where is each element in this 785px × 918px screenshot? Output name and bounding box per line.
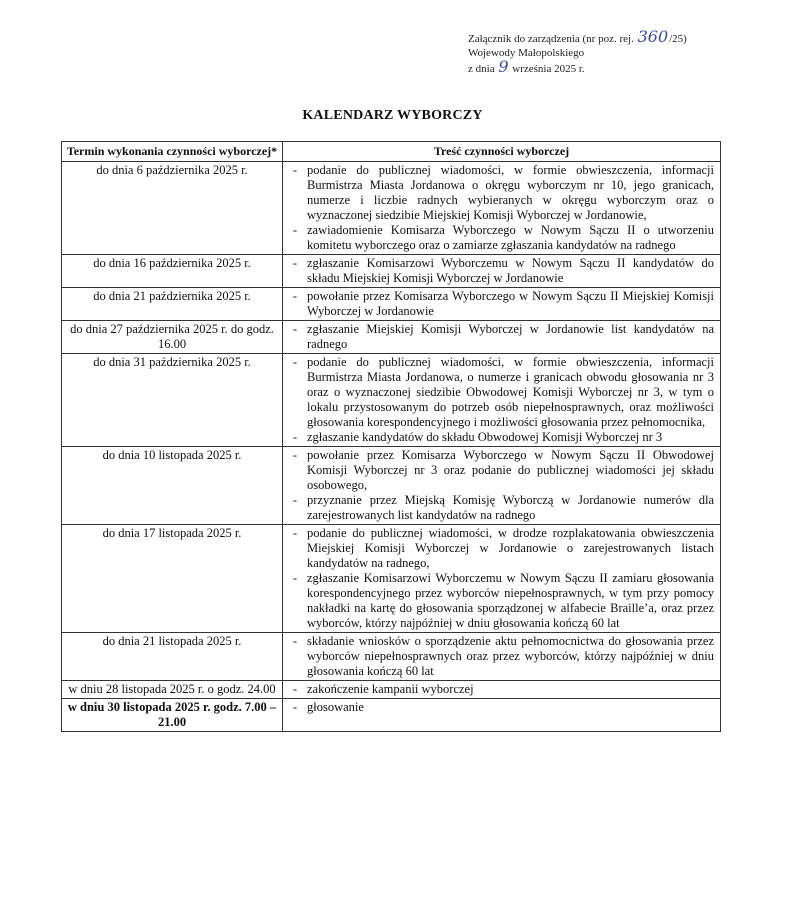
activity-text: zgłaszanie Komisarzowi Wyborczemu w Nowym Sączu II kandydatów do składu Miejskiej Komisji Wyborczej w Jordanowie <box>307 256 714 285</box>
table-header-row <box>62 142 721 162</box>
header-line-3-prefix: z dnia <box>468 63 495 75</box>
activity-cell <box>283 321 721 354</box>
header-line-2: Wojewody Małopolskiego <box>468 47 585 59</box>
list-dash: - <box>292 526 298 540</box>
activity-item <box>283 223 714 253</box>
deadline-cell: do dnia 10 listopada 2025 r. <box>62 447 283 525</box>
list-dash: - <box>292 430 298 444</box>
activity-item <box>283 700 714 715</box>
activity-cell <box>283 354 721 447</box>
table-body <box>62 162 721 732</box>
activity-text: przyznanie przez Miejską Komisję Wyborczą w Jordanowie numerów dla zarejestrowanych list kandydatów na radnego <box>307 493 714 522</box>
activity-cell <box>283 288 721 321</box>
activity-item <box>283 289 714 319</box>
activity-text: zakończenie kampanii wyborczej <box>307 682 474 696</box>
deadline-cell: do dnia 16 października 2025 r. <box>62 255 283 288</box>
deadline-cell: do dnia 21 listopada 2025 r. <box>62 633 283 681</box>
list-dash: - <box>292 700 298 714</box>
activity-item <box>283 322 714 352</box>
deadline-cell: do dnia 31 października 2025 r. <box>62 354 283 447</box>
activity-text: powołanie przez Komisarza Wyborczego w Nowym Sączu II Obwodowej Komisji Wyborczej nr 3 oraz podanie do publicznej wiadomości jej składu osobowego, <box>307 448 714 492</box>
activity-text: powołanie przez Komisarza Wyborczego w Nowym Sączu II Miejskiej Komisji Wyborczej w Jordanowie <box>307 289 714 318</box>
deadline-cell: do dnia 6 października 2025 r. <box>62 162 283 255</box>
table-row <box>62 354 721 447</box>
document-title: KALENDARZ WYBORCZY <box>302 108 483 123</box>
activity-text: zgłaszanie Miejskiej Komisji Wyborczej w Jordanowie list kandydatów na radnego <box>307 322 714 351</box>
table-row <box>62 633 721 681</box>
activity-item <box>283 493 714 523</box>
activity-text: podanie do publicznej wiadomości, w formie obwieszczenia, informacji Burmistrza Miasta Jordanowa o okręgu wyborczym nr 10, jego granicach, numerze i liczbie radnych wybieranych w okręgu wyborczym oraz o wyznaczonej siedzibie Miejskiej Komisji Wyborczej w Jordanowie, <box>307 163 714 222</box>
header-line-1-suffix: /25) <box>669 33 687 45</box>
column-header-activity: Treść czynności wyborczej <box>283 142 721 162</box>
activity-text: składanie wniosków o sporządzenie aktu pełnomocnictwa do głosowania przez wyborców niepełnosprawnych oraz przez wyborców, którzy najpóźniej w dniu głosowania kończą 60 lat <box>307 634 714 678</box>
list-dash: - <box>292 355 298 369</box>
deadline-cell: w dniu 30 listopada 2025 r. godz. 7.00 – 21.00 <box>62 699 283 732</box>
table-row <box>62 288 721 321</box>
table-row <box>62 255 721 288</box>
activity-item <box>283 448 714 493</box>
list-dash: - <box>292 322 298 336</box>
list-dash: - <box>292 682 298 696</box>
deadline-cell: w dniu 28 listopada 2025 r. o godz. 24.00 <box>62 681 283 699</box>
table-row <box>62 681 721 699</box>
activity-text: podanie do publicznej wiadomości, w formie obwieszczenia, informacji Burmistrza Miasta Jordanowa, o numerze i granicach obwodu głosowania nr 3 oraz o wyznaczonej siedzibie Obwodowej Komisji Wyborczej nr 3, w tym o lokalu przystosowanym do potrzeb osób niepełnosprawnych, oraz możliwości głosowania korespondencyjnego i możliwości głosowania przez pełnomocnika, <box>307 355 714 429</box>
table-row <box>62 162 721 255</box>
activity-item <box>283 682 714 697</box>
activity-item <box>283 634 714 679</box>
activity-item <box>283 526 714 571</box>
activity-item <box>283 256 714 286</box>
table-row <box>62 699 721 732</box>
activity-cell <box>283 681 721 699</box>
table-row <box>62 321 721 354</box>
activity-item <box>283 430 714 445</box>
activity-item <box>283 571 714 631</box>
list-dash: - <box>292 256 298 270</box>
header-line-1 <box>468 27 687 46</box>
list-dash: - <box>292 634 298 648</box>
deadline-cell: do dnia 27 października 2025 r. do godz. 16.00 <box>62 321 283 354</box>
list-dash: - <box>292 289 298 303</box>
list-dash: - <box>292 163 298 177</box>
header-line-1-prefix: Załącznik do zarządzenia (nr poz. rej. <box>468 33 634 45</box>
election-calendar-table <box>61 141 721 732</box>
list-dash: - <box>292 571 298 585</box>
handwritten-day: 9 <box>498 57 509 76</box>
table-row <box>62 447 721 525</box>
activity-cell <box>283 699 721 732</box>
header-line-3 <box>468 57 687 76</box>
header-line-3-suffix: września 2025 r. <box>512 63 585 75</box>
attachment-header <box>468 27 687 76</box>
list-dash: - <box>292 223 298 237</box>
activity-cell <box>283 525 721 633</box>
activity-cell <box>283 255 721 288</box>
handwritten-register-number: 360 <box>637 27 669 46</box>
deadline-cell: do dnia 21 października 2025 r. <box>62 288 283 321</box>
activity-text: zgłaszanie Komisarzowi Wyborczemu w Nowym Sączu II zamiaru głosowania korespondencyjnego przez wyborców niepełnosprawnych, w tym przy pomocy nakładki na kartę do głosowania sporządzonej w alfabecie Braille’a, oraz przez wyborców, którzy najpóźniej w dniu głosowania kończą 60 lat <box>307 571 714 630</box>
list-dash: - <box>292 493 298 507</box>
activity-text: głosowanie <box>307 700 364 714</box>
list-dash: - <box>292 448 298 462</box>
activity-cell <box>283 162 721 255</box>
activity-cell <box>283 633 721 681</box>
activity-cell <box>283 447 721 525</box>
activity-item <box>283 355 714 430</box>
activity-text: zgłaszanie kandydatów do składu Obwodowej Komisji Wyborczej nr 3 <box>307 430 663 444</box>
activity-text: zawiadomienie Komisarza Wyborczego w Nowym Sączu II o utworzeniu komitetu wyborczego oraz o zamiarze zgłaszania kandydatów na radnego <box>307 223 714 252</box>
table-row <box>62 525 721 633</box>
activity-item <box>283 163 714 223</box>
activity-text: podanie do publicznej wiadomości, w drodze rozplakatowania obwieszczenia Miejskiej Komisji Wyborczej w Jordanowie o zarejestrowanych listach kandydatów na radnego, <box>307 526 714 570</box>
deadline-cell: do dnia 17 listopada 2025 r. <box>62 525 283 633</box>
column-header-deadline: Termin wykonania czynności wyborczej* <box>62 142 283 162</box>
